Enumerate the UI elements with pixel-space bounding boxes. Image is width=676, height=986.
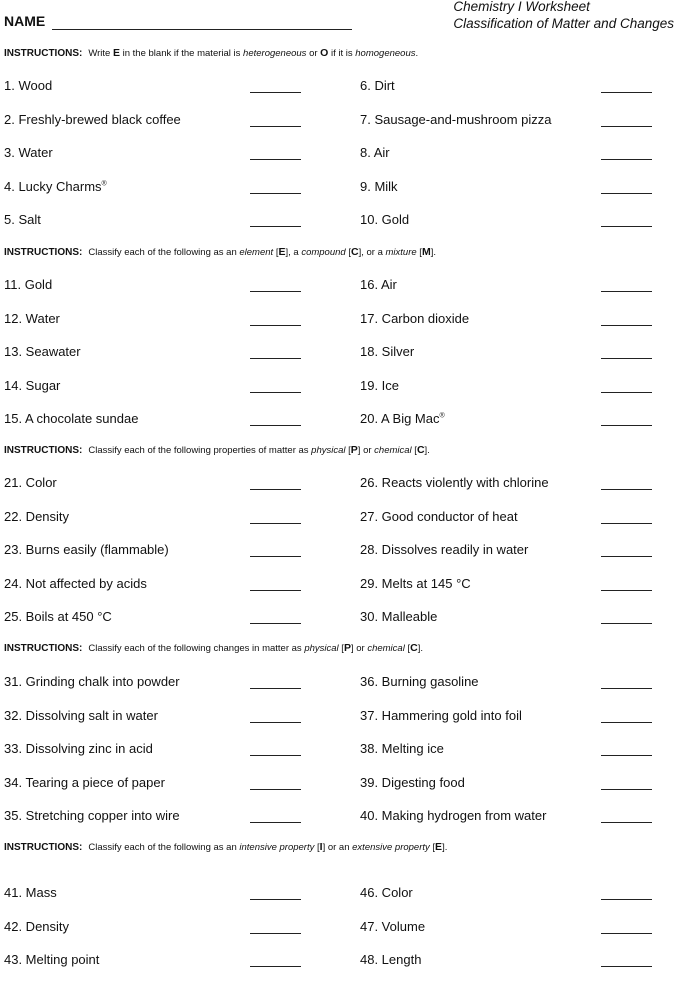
question-item: 27. Good conductor of heat [360, 508, 518, 524]
instructions-text: in the blank if the material is [120, 48, 244, 59]
instructions-text: mixture [385, 247, 417, 258]
question-row [0, 708, 676, 742]
instructions-text: O [320, 47, 329, 59]
answer-blank[interactable] [601, 392, 652, 393]
question-item: 29. Melts at 145 °C [360, 575, 471, 591]
answer-blank[interactable] [250, 556, 301, 557]
question-row [0, 775, 676, 809]
question-item: 4. Lucky Charms® [4, 178, 107, 194]
answer-blank[interactable] [250, 92, 301, 93]
answer-blank[interactable] [601, 226, 652, 227]
question-item: 42. Density [4, 918, 70, 934]
question-item: 24. Not affected by acids [4, 575, 147, 591]
question-row [0, 378, 676, 412]
answer-blank[interactable] [601, 722, 652, 723]
question-row [0, 145, 676, 179]
name-label: NAME [4, 13, 46, 29]
answer-blank[interactable] [250, 193, 301, 194]
answer-blank[interactable] [601, 193, 652, 194]
question-item: 35. Stretching copper into wire [4, 808, 180, 824]
instructions-text: M [421, 246, 431, 258]
answer-blank[interactable] [601, 325, 652, 326]
answer-blank[interactable] [601, 822, 652, 823]
question-row [0, 674, 676, 708]
answer-blank[interactable] [601, 489, 652, 490]
instructions-text: P [343, 642, 351, 654]
answer-blank[interactable] [601, 523, 652, 524]
question-item: 12. Water [4, 310, 60, 326]
question-item: 1. Wood [4, 78, 53, 93]
instructions-text: . [415, 48, 419, 59]
instructions-text: or [306, 48, 321, 59]
answer-blank[interactable] [250, 226, 301, 227]
instructions-text: P [350, 444, 358, 456]
instructions-text: ]. [430, 247, 436, 258]
instructions-text: [ [416, 247, 422, 258]
question-row [0, 277, 676, 311]
question-item: 37. Hammering gold into foil [360, 707, 522, 723]
question-row [0, 609, 676, 643]
answer-blank[interactable] [601, 899, 652, 900]
question-row [0, 344, 676, 378]
instructions-text: E [278, 246, 286, 258]
instructions-text: ]. [424, 445, 430, 456]
answer-blank[interactable] [250, 325, 301, 326]
question-section-1 [0, 78, 676, 246]
question-row [0, 576, 676, 610]
instructions-text: Write [88, 48, 113, 59]
question-section-3 [0, 475, 676, 643]
question-item: 11. Gold [4, 277, 53, 292]
answer-blank[interactable] [250, 126, 301, 127]
answer-blank[interactable] [250, 722, 301, 723]
question-item: 9. Milk [360, 178, 398, 194]
instructions-text: [ [273, 247, 279, 258]
question-item: 23. Burns easily (flammable) [4, 542, 169, 558]
question-row [0, 741, 676, 775]
instructions-text: [ [338, 643, 344, 654]
instructions-text: homogeneous [355, 48, 416, 59]
answer-blank[interactable] [250, 933, 301, 934]
answer-blank[interactable] [601, 755, 652, 756]
question-item: 10. Gold [360, 212, 410, 228]
instructions-label: INSTRUCTIONS: [4, 48, 83, 59]
instructions-text: Classify each of the following changes in matter as [88, 643, 305, 654]
question-item: 2. Freshly-brewed black coffee [4, 111, 181, 127]
instructions-text: chemical [367, 643, 405, 654]
question-item: 17. Carbon dioxide [360, 310, 470, 326]
answer-blank[interactable] [250, 899, 301, 900]
instructions-text: heterogeneous [243, 48, 307, 59]
worksheet-title [453, 0, 674, 32]
question-item: 41. Mass [4, 885, 57, 900]
question-item: 40. Making hydrogen from water [360, 808, 547, 824]
instructions-1 [4, 47, 418, 59]
question-item: 33. Dissolving zinc in acid [4, 741, 153, 757]
instructions-text: chemical [374, 445, 412, 456]
question-item: 21. Color [4, 475, 57, 490]
question-item: 26. Reacts violently with chlorine [360, 475, 549, 490]
question-item: 36. Burning gasoline [360, 674, 479, 689]
question-row [0, 78, 676, 112]
question-item: 8. Air [360, 145, 390, 161]
name-blank[interactable] [52, 29, 352, 30]
question-row [0, 411, 676, 445]
instructions-label: INSTRUCTIONS: [4, 842, 83, 853]
instructions-text: [ [345, 247, 351, 258]
question-item: 14. Sugar [4, 377, 61, 393]
instructions-text: Classify each of the following as an [88, 842, 240, 853]
instructions-text: ], a [285, 247, 302, 258]
instructions-text: extensive property [352, 842, 430, 853]
question-row [0, 919, 676, 953]
answer-blank[interactable] [250, 358, 301, 359]
answer-blank[interactable] [601, 933, 652, 934]
instructions-text: ] or an [322, 842, 353, 853]
answer-blank[interactable] [601, 126, 652, 127]
instructions-3 [4, 444, 430, 456]
question-item: 38. Melting ice [360, 741, 444, 757]
instructions-label: INSTRUCTIONS: [4, 247, 83, 258]
question-item: 32. Dissolving salt in water [4, 707, 158, 723]
question-item: 19. Ice [360, 377, 400, 393]
question-item: 15. A chocolate sundae [4, 411, 139, 427]
instructions-text: [ [345, 445, 351, 456]
answer-blank[interactable] [601, 688, 652, 689]
instructions-text: I [319, 841, 323, 853]
question-section-2 [0, 277, 676, 445]
question-row [0, 475, 676, 509]
answer-blank[interactable] [250, 966, 301, 967]
instructions-text: ] or [350, 643, 368, 654]
instructions-text: ]. [442, 842, 448, 853]
question-row [0, 179, 676, 213]
instructions-text: ]. [417, 643, 423, 654]
question-item: 34. Tearing a piece of paper [4, 774, 165, 790]
instructions-text: E [112, 47, 120, 59]
instructions-label: INSTRUCTIONS: [4, 445, 83, 456]
answer-blank[interactable] [250, 291, 301, 292]
instructions-text: ], or a [358, 247, 386, 258]
answer-blank[interactable] [250, 392, 301, 393]
answer-blank[interactable] [601, 92, 652, 93]
question-row [0, 808, 676, 842]
instructions-text: if it is [328, 48, 356, 59]
question-item: 39. Digesting food [360, 774, 465, 790]
answer-blank[interactable] [250, 688, 301, 689]
answer-blank[interactable] [601, 159, 652, 160]
answer-blank[interactable] [601, 291, 652, 292]
answer-blank[interactable] [601, 789, 652, 790]
instructions-4 [4, 642, 423, 654]
question-item: 5. Salt [4, 212, 41, 228]
instructions-text: intensive property [239, 842, 315, 853]
instructions-5 [4, 841, 447, 853]
answer-blank[interactable] [601, 623, 652, 624]
question-item: 7. Sausage-and-mushroom pizza [360, 111, 552, 127]
question-item: 47. Volume [360, 918, 426, 934]
answer-blank[interactable] [250, 523, 301, 524]
question-item: 13. Seawater [4, 344, 81, 360]
question-item: 22. Density [4, 508, 70, 524]
answer-blank[interactable] [250, 489, 301, 490]
instructions-text: ] or [357, 445, 375, 456]
question-row [0, 952, 676, 986]
answer-blank[interactable] [250, 789, 301, 790]
question-item: 16. Air [360, 277, 397, 292]
instructions-label: INSTRUCTIONS: [4, 643, 83, 654]
answer-blank[interactable] [250, 590, 301, 591]
question-row [0, 112, 676, 146]
instructions-text: C [350, 246, 359, 258]
question-row [0, 509, 676, 543]
instructions-text: Classify each of the following as an [88, 247, 240, 258]
answer-blank[interactable] [250, 159, 301, 160]
instructions-text: Classify each of the following properties of matter as [88, 445, 312, 456]
question-item: 18. Silver [360, 344, 415, 360]
answer-blank[interactable] [250, 425, 301, 426]
instructions-text: [ [404, 643, 411, 654]
answer-blank[interactable] [601, 966, 652, 967]
question-row [0, 542, 676, 576]
instructions-text: element [239, 247, 274, 258]
question-item: 48. Length [360, 952, 422, 968]
instructions-2 [4, 246, 436, 258]
instructions-text: physical [311, 445, 346, 456]
question-item: 6. Dirt [360, 78, 395, 93]
instructions-text: [ [429, 842, 436, 853]
answer-blank[interactable] [250, 822, 301, 823]
question-row [0, 311, 676, 345]
answer-blank[interactable] [601, 590, 652, 591]
question-item: 20. A Big Mac® [360, 411, 445, 427]
question-item: 46. Color [360, 885, 413, 900]
question-item: 25. Boils at 450 °C [4, 609, 112, 625]
question-section-5 [0, 885, 676, 986]
title-line-2: Classification of Matter and Changes [453, 16, 674, 31]
question-item: 30. Malleable [360, 609, 438, 625]
answer-blank[interactable] [250, 755, 301, 756]
question-section-4 [0, 674, 676, 842]
question-item: 31. Grinding chalk into powder [4, 674, 180, 689]
instructions-text: physical [304, 643, 339, 654]
registered-mark: ® [101, 180, 107, 188]
answer-blank[interactable] [601, 425, 652, 426]
answer-blank[interactable] [601, 556, 652, 557]
instructions-text: compound [301, 247, 346, 258]
answer-blank[interactable] [250, 623, 301, 624]
question-row [0, 212, 676, 246]
answer-blank[interactable] [601, 358, 652, 359]
instructions-text: [ [411, 445, 417, 456]
question-item: 3. Water [4, 145, 53, 161]
question-item: 28. Dissolves readily in water [360, 542, 529, 558]
instructions-text: C [416, 444, 425, 456]
instructions-text: C [410, 642, 418, 654]
instructions-text: [ [314, 842, 320, 853]
registered-mark: ® [439, 413, 445, 421]
question-item: 43. Melting point [4, 952, 100, 968]
title-line-1: Chemistry I Worksheet [453, 0, 590, 14]
instructions-text: E [435, 841, 443, 853]
question-row [0, 885, 676, 919]
